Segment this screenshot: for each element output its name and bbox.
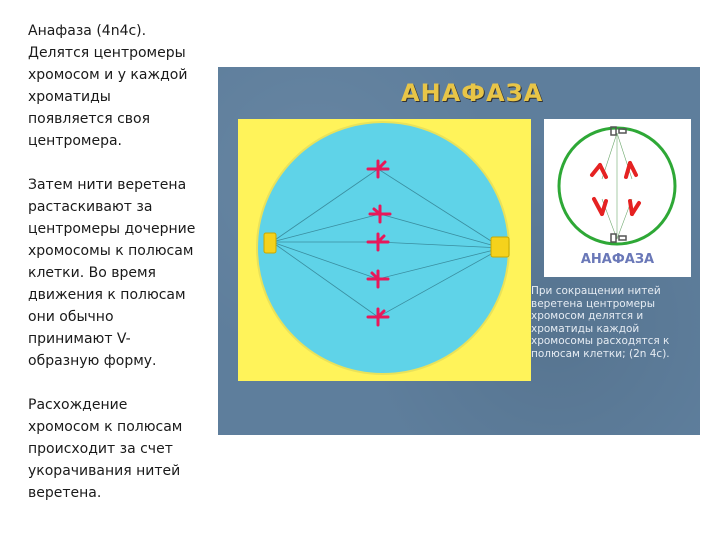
paragraph-anaphase-definition: Анафаза (4n4c). Делятся центромеры хромосом и у каждой хроматиды появляется своя центромера. [28, 23, 188, 149]
paragraph-chromosome-separation: Расхождение хромосом к полюсам происходит за счет укорачивания нитей веретена. [28, 397, 183, 501]
text-column [28, 20, 198, 526]
small-anaphase-illustration [544, 119, 691, 277]
small-cell-diagram [544, 119, 691, 249]
left-pole-centriole [264, 233, 276, 253]
anaphase-figure-panel [218, 67, 700, 435]
small-spindle-fibers [602, 133, 632, 239]
cell-diagram-background [238, 119, 531, 381]
small-chromosomes [592, 163, 639, 214]
cell-diagram [238, 119, 531, 381]
paragraph-spindle-pull: Затем нити веретена растаскивают за центромеры дочерние хромосомы к полюсам клетки. Во время движения к полюсам они обычно принимают V-образную форму. [28, 177, 196, 369]
right-pole-centriole [491, 237, 509, 257]
figure-caption: При сокращении нитей веретена центромеры хромосом делятся и хроматиды каждой хромосомы расходятся к полюсам клетки; (2n 4c). [531, 285, 670, 360]
cell-circle [257, 122, 509, 374]
figure-title: АНАФАЗА [401, 79, 544, 107]
small-illustration-label: АНАФАЗА [580, 252, 655, 267]
